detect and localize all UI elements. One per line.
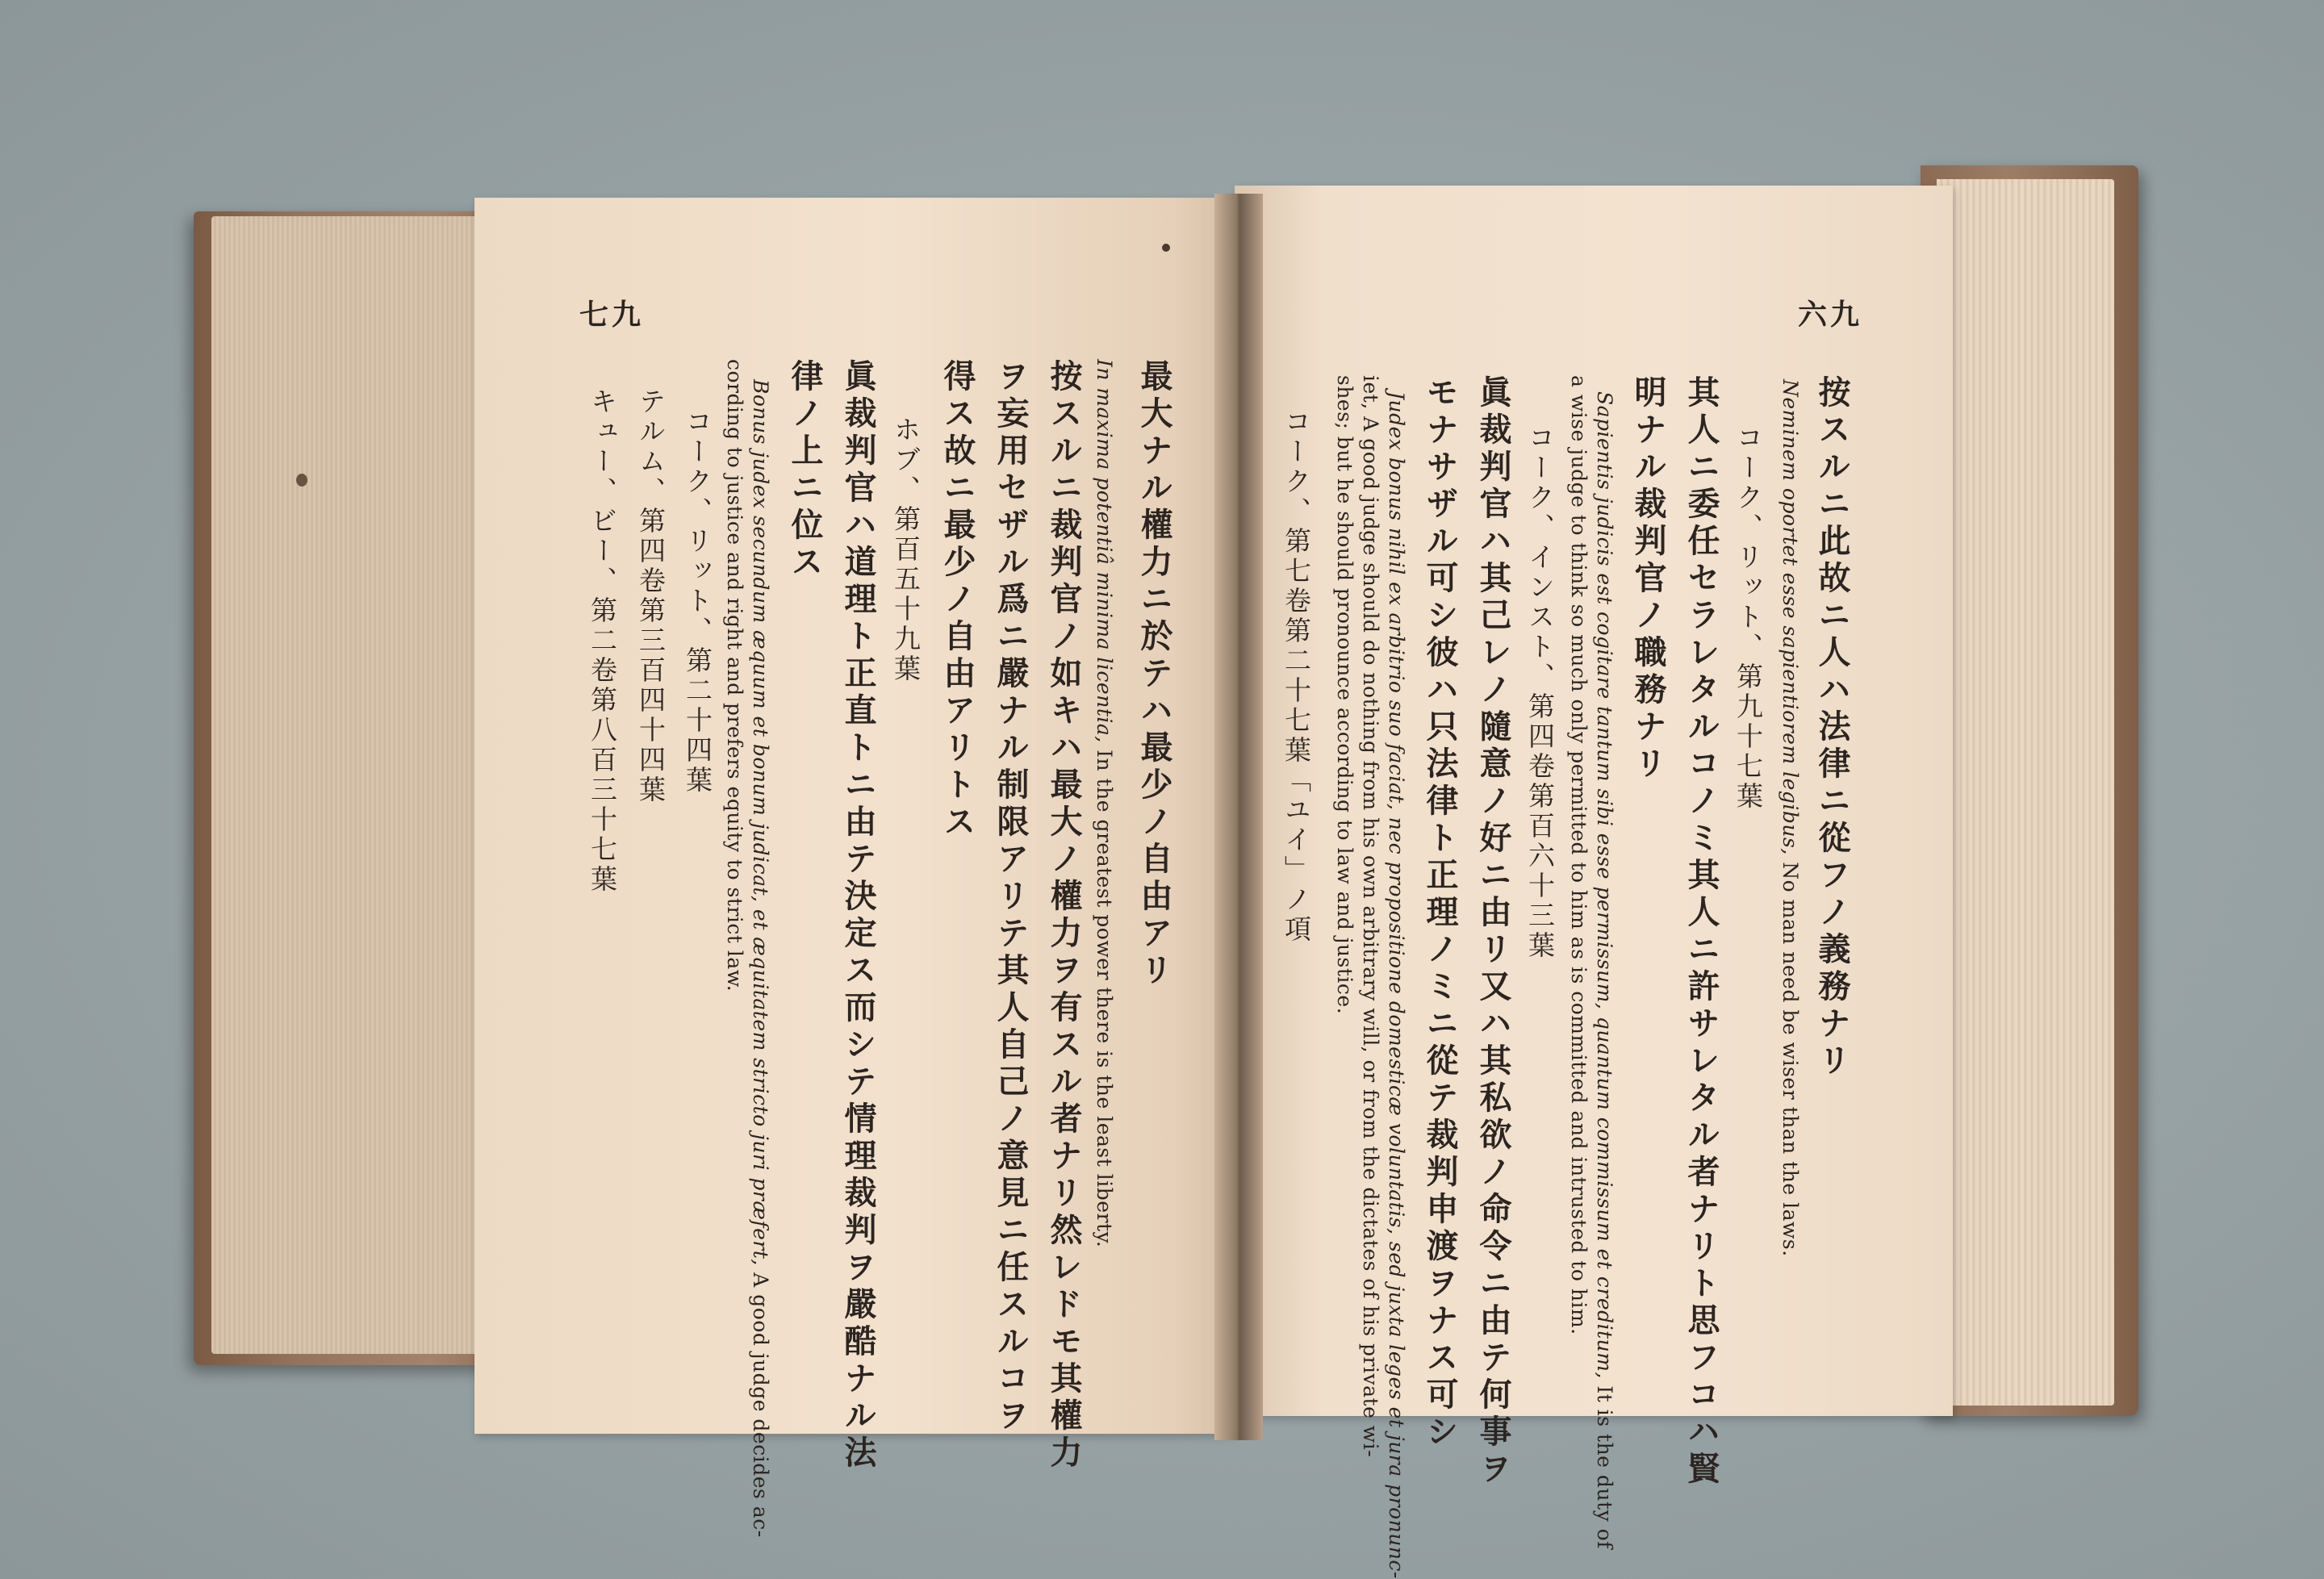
right-col-9: 眞裁判官ハ其己レノ隨意ノ好ニ由リ又ハ其私欲ノ命令ニ由テ何事ヲ: [1474, 375, 1512, 1489]
right-citation-3: コーク、第七卷第二十七葉「ユイ」ノ項: [1281, 407, 1312, 945]
right-citation-2: コーク、インスト、第四卷第百六十三葉: [1524, 424, 1556, 961]
left-col-2: [1094, 359, 1114, 1247]
right-citation-1: コーク、リット、第九十七葉: [1733, 424, 1764, 812]
right-col-5: 明ナル裁判官ノ職務ナリ: [1629, 375, 1667, 783]
left-col-10: cording to justice and right and prefers equity to strict law.: [723, 359, 746, 992]
left-col-3: 按スルニ裁判官ノ如キハ最大ノ權力ヲ有スル者ナリ然レドモ其權力: [1045, 359, 1083, 1472]
right-page-number: 六九: [1798, 298, 1863, 332]
right-col-10: モナサザル可シ彼ハ只法律ト正理ノミニ從テ裁判申渡ヲナス可シ: [1421, 375, 1459, 1452]
left-col-1: 最大ナル權力ニ於テハ最少ノ自由アリ: [1135, 359, 1173, 990]
english-translation: In the greatest power there is the least liberty.: [1093, 742, 1116, 1248]
left-citation-1: ホブ、第百五十九葉: [890, 416, 922, 684]
page-mark-dot: [296, 474, 307, 487]
english-translation: No man need be wiser than the laws.: [1779, 854, 1802, 1257]
page-mark-dot: [1162, 244, 1170, 252]
right-col-12: iet, A good judge should do nothing from his own arbitrary will, or from the dictates of his private wi-: [1359, 375, 1382, 1458]
left-col-8: 律ノ上ニ位ス: [786, 359, 824, 582]
english-translation: A good judge decides ac-: [749, 1265, 772, 1538]
left-citation-4: キュー、ビー、第二卷第八百三十七葉: [587, 387, 618, 895]
page-edges-left: [211, 216, 494, 1354]
left-col-4: ヲ妄用セザル爲ニ嚴ナル制限アリテ其人自己ノ意見ニ任スルコヲ: [992, 359, 1030, 1435]
left-page-number: 七九: [579, 298, 645, 332]
english-translation: It is the duty of: [1593, 1378, 1616, 1549]
latin-maxim: Sapientis judicis est cogitare tantum sibi esse permissum, quantum commissum et creditum,: [1593, 391, 1616, 1379]
right-col-4: 其人ニ委任セラレタルコノミ其人ニ許サレタル者ナリト思フコハ賢: [1682, 375, 1720, 1489]
latin-maxim: Bonus judex secundum æquum et bonum judicat, et æquitatem stricto juri præfert,: [749, 379, 772, 1266]
latin-maxim: In maxima potentiâ minima licentia,: [1093, 359, 1116, 743]
latin-maxim: Neminem oportet esse sapientiorem legibus,: [1779, 379, 1802, 855]
left-col-9: [750, 379, 771, 1538]
right-col-13: shes; but he should pronounce according to law and justice.: [1333, 375, 1356, 1015]
right-col-1: 按スルニ此故ニ人ハ法律ニ從フノ義務ナリ: [1813, 375, 1851, 1080]
right-col-2: [1780, 379, 1800, 1257]
right-col-7: a wise judge to think so much only permitted to him as is committed and intrusted to him.: [1567, 375, 1590, 1335]
left-col-5: 得ス故ニ最少ノ自由アリトス: [938, 359, 976, 842]
latin-maxim: Judex bonus nihil ex arbitrio suo faciat, nec propositione domesticæ voluntatis, sed juxta leges et jura pronunc-: [1385, 391, 1408, 1579]
left-citation-3: テルム、第四卷第三百四十四葉: [635, 387, 667, 805]
left-citation-2: コーク、リット、第二十四葉: [682, 407, 713, 796]
page-edges-right: [1937, 179, 2114, 1406]
right-col-11: [1386, 391, 1407, 1579]
book-gutter: [1214, 194, 1263, 1440]
left-col-7: 眞裁判官ハ道理ト正直トニ由テ決定ス而シテ情理裁判ヲ嚴酷ナル法: [839, 359, 877, 1472]
right-col-6: [1595, 391, 1615, 1549]
